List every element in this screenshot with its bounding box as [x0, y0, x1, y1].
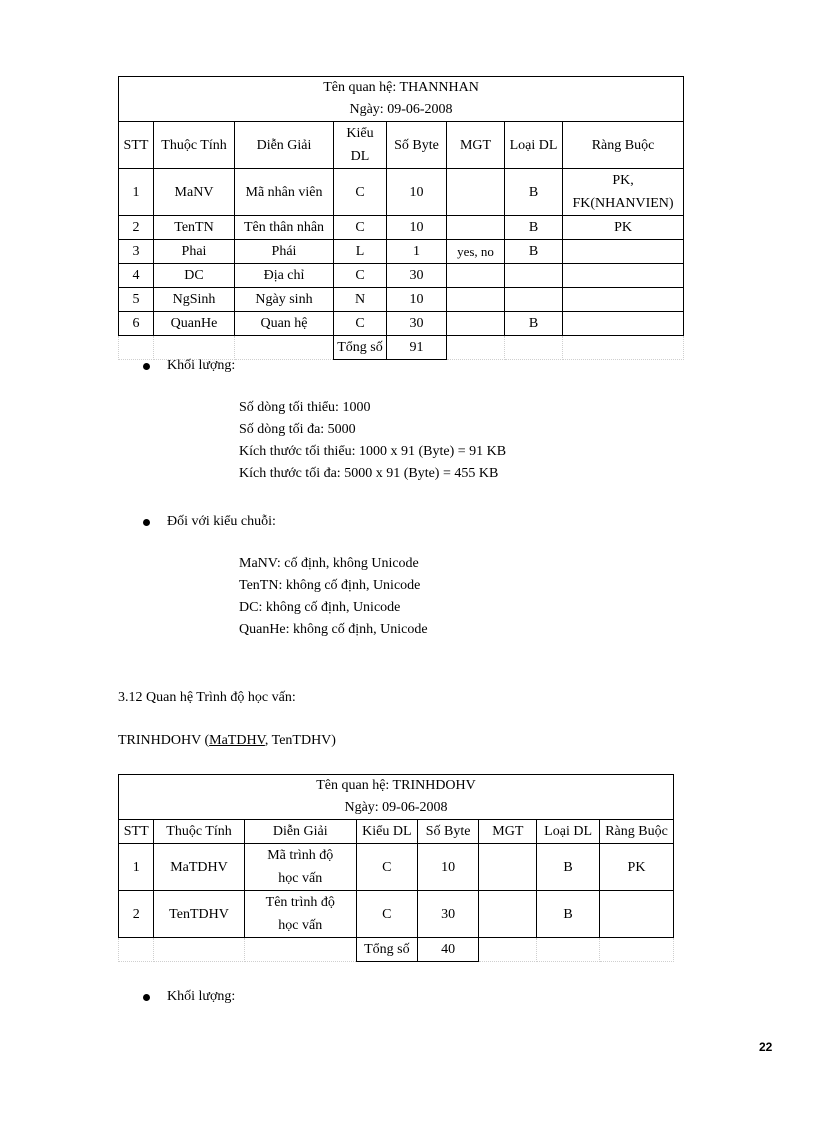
document-page: Tên quan hệ: THANNHAN Ngày: 09-06-2008 STT Thuộc Tính Diễn Giải Kiểu DL Số Byte MGT Loại DL Ràng Buộc 1 MaNV Mã nhân viên C 10 B PK, FK(NHANVIEN) 2 TenTN Tên thân nhân C 10 B PK 3 Phai Phái L 1 yes, no B 4 DC Địa chỉ C 30 5 NgSinh Ngày sinh N 10 6 QuanHe Quan hệ C 30 B Tổng số 91 Khối lượng: Số dòng tối thiểu: 1000 Số dòng tối đa: 5000 Kích thước tối thiểu: 1000 x 91 (Byte) = 91 KB Kích thước tối đa: 5000 x 91 (Byte) = 455 KB Đối với kiểu chuỗi: MaNV: cố định, không Unicode TenTN: không cố định, Unicode DC: không cố định, Unicode QuanHe: không cố định, Unicode 3.12 Quan hệ Trình độ học vấn: TRINHDOHV (MaTDHV, TenTDHV) Tên quan hệ: TRINHDOHV Ngày: 09-06-2008 STT Thuộc Tính Diễn Giải Kiểu DL Số Byte MGT Loại DL Ràng Buộc 1 MaTDHV Mã trình độ học vấn C 10 B PK 2 TenTDHV Tên trình độ học vấn C 30 B Tổng số 40 Khối lượng: 22	[0, 0, 816, 1123]
table-total-row	[119, 336, 684, 360]
total-label: Tổng số	[334, 336, 387, 360]
text-line: DC: không cố định, Unicode	[239, 600, 401, 615]
primary-key: MaTDHV	[209, 733, 265, 748]
total-label: Tổng số	[356, 938, 417, 962]
table-row: 1 MaNV Mã nhân viên C 10 B PK, FK(NHANVIEN)	[119, 169, 684, 216]
text-line: Kích thước tối thiểu: 1000 x 91 (Byte) = 91 KB	[239, 444, 507, 459]
text-line: TenTN: không cố định, Unicode	[239, 578, 421, 593]
relation-schema: TRINHDOHV (MaTDHV, TenTDHV)	[118, 733, 336, 748]
text-line: Kích thước tối đa: 5000 x 91 (Byte) = 455 KB	[239, 466, 499, 481]
bullet-icon	[143, 994, 150, 1001]
text-line: Số dòng tối thiểu: 1000	[239, 400, 371, 415]
total-value: 40	[417, 938, 479, 962]
table-total-row	[119, 938, 674, 962]
table-row: 2 TenTN Tên thân nhân C 10 B PK	[119, 216, 684, 240]
total-value: 91	[387, 336, 447, 360]
table-header-row: STT Thuộc Tính Diễn Giải Kiểu DL Số Byte MGT Loại DL Ràng Buộc	[119, 820, 674, 844]
table-row: 2 TenTDHV Tên trình độ học vấn C 30 B	[119, 891, 674, 938]
table-row: 5 NgSinh Ngày sinh N 10	[119, 288, 684, 312]
bullet-icon	[143, 519, 150, 526]
text-line: QuanHe: không cố định, Unicode	[239, 622, 428, 637]
thannhan-table	[118, 76, 684, 360]
text-line: MaNV: cố định, không Unicode	[239, 556, 419, 571]
table-header-row: STT Thuộc Tính Diễn Giải Kiểu DL Số Byte MGT Loại DL Ràng Buộc	[119, 122, 684, 169]
page-number: 22	[759, 1040, 773, 1054]
bullet-icon	[143, 363, 150, 370]
table-row: 3 Phai Phái L 1 yes, no B	[119, 240, 684, 264]
table-caption: Tên quan hệ: TRINHDOHV Ngày: 09-06-2008	[119, 775, 674, 820]
section-heading: 3.12 Quan hệ Trình độ học vấn:	[118, 690, 296, 705]
table-row: 1 MaTDHV Mã trình độ học vấn C 10 B PK	[119, 844, 674, 891]
table-row: 6 QuanHe Quan hệ C 30 B	[119, 312, 684, 336]
text-line: Số dòng tối đa: 5000	[239, 422, 356, 437]
trinhdohv-table	[118, 774, 674, 962]
table-row: 4 DC Địa chỉ C 30	[119, 264, 684, 288]
table-caption: Tên quan hệ: THANNHAN Ngày: 09-06-2008	[119, 77, 684, 122]
